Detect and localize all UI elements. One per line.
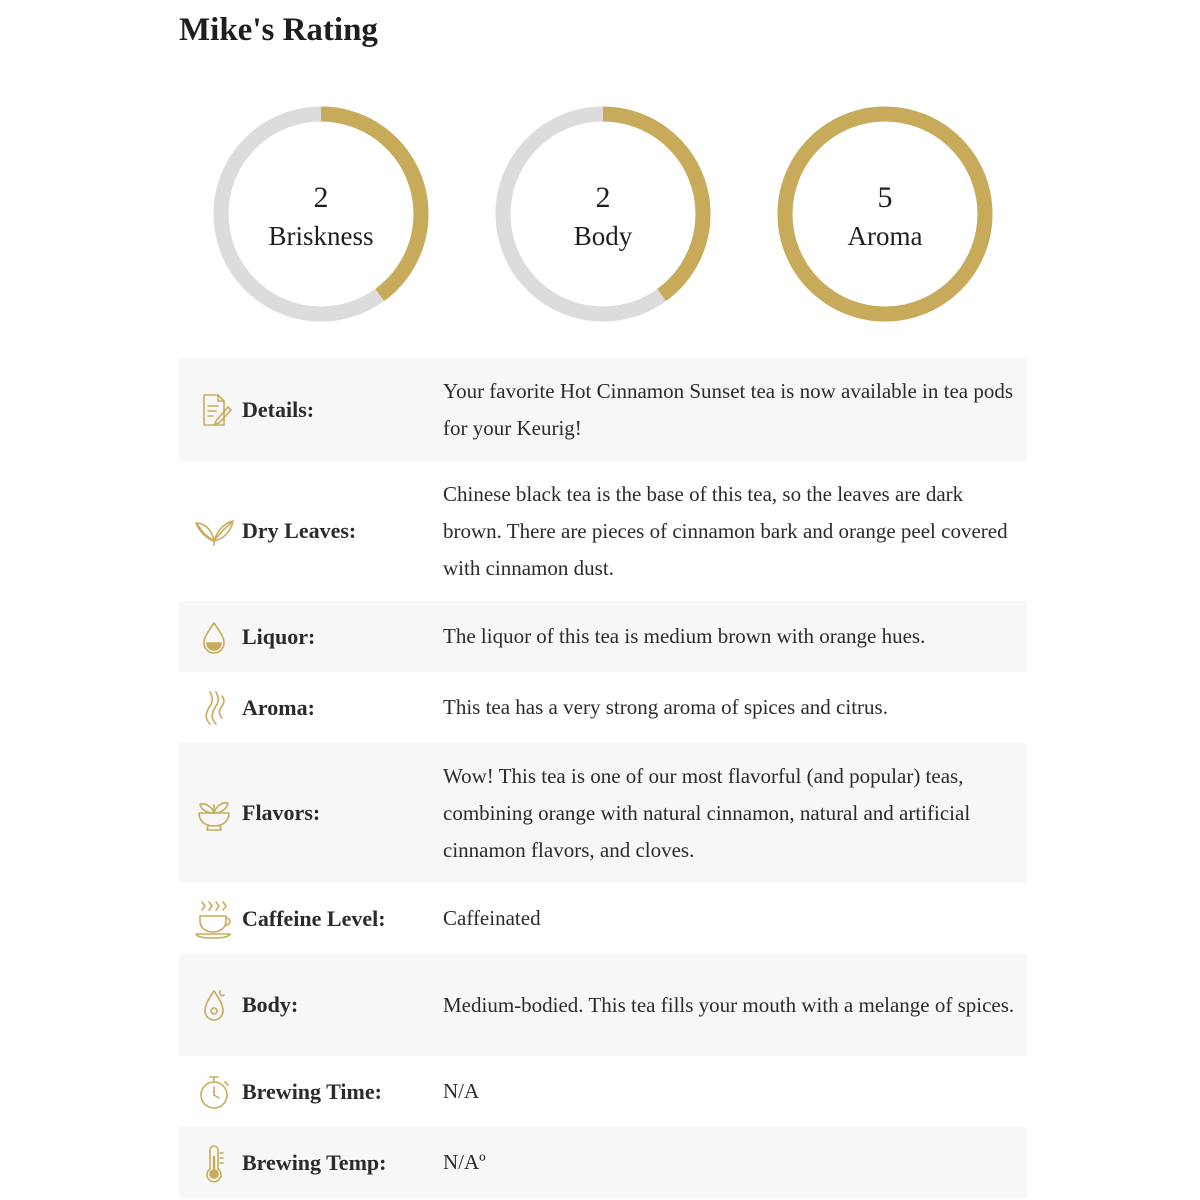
rating-dial-aroma [777, 106, 993, 322]
detail-row-caffeine-level [179, 883, 1027, 954]
teacup-icon [194, 899, 234, 939]
rating-dial-briskness [213, 106, 429, 322]
detail-row-flavors [179, 743, 1027, 883]
detail-label: Brewing Temp: [242, 1149, 387, 1175]
steam-icon [194, 688, 234, 728]
detail-value: Caffeinated [443, 906, 541, 930]
rating-value: 2 [595, 181, 611, 214]
rating-label: Body [573, 221, 633, 251]
detail-label: Caffeine Level: [242, 905, 386, 931]
rating-value: 5 [877, 181, 893, 214]
mortar-herbs-icon [194, 793, 234, 833]
detail-value: N/A [443, 1079, 480, 1103]
stopwatch-icon [194, 1072, 234, 1112]
rating-value: 2 [313, 181, 329, 214]
detail-value: Your favorite Hot Cinnamon Sunset tea is now available in tea pods for your Keurig! [443, 378, 1014, 440]
rating-dial-body [495, 106, 711, 322]
body-drop-icon [194, 985, 234, 1025]
detail-value: Medium-bodied. This tea fills your mouth with a melange of spices. [443, 992, 1015, 1017]
rating-label: Briskness [268, 221, 374, 251]
detail-row-brewing-temp [179, 1127, 1027, 1198]
detail-label: Body: [242, 992, 299, 1017]
detail-label: Brewing Time: [242, 1078, 382, 1104]
thermometer-icon [194, 1143, 234, 1183]
detail-value: N/Aº [443, 1150, 486, 1174]
detail-row-liquor [179, 601, 1027, 672]
detail-value: Wow! This tea is one of our most flavorful (and popular) teas, combining orange with natural cinnamon, natural and artificial cinnamon flavors, and cloves. [443, 763, 971, 862]
page-title: Mike's Rating [179, 12, 378, 48]
detail-row-body [179, 954, 1027, 1056]
tea-leaves-icon [194, 511, 234, 551]
detail-label: Liquor: [242, 623, 316, 649]
detail-value: Chinese black tea is the base of this tea, so the leaves are dark brown. There are pieces of cinnamon bark and orange peel covered with cinnamon dust. [443, 481, 1008, 580]
detail-value: The liquor of this tea is medium brown with orange hues. [443, 624, 926, 648]
detail-label: Aroma: [242, 694, 315, 720]
detail-label: Dry Leaves: [242, 518, 357, 543]
detail-value: This tea has a very strong aroma of spices and citrus. [443, 695, 888, 719]
droplet-icon [194, 617, 234, 657]
rating-label: Aroma [847, 221, 923, 251]
tea-details-table [179, 358, 1027, 1198]
detail-label: Details: [242, 396, 315, 422]
detail-row-brewing-time [179, 1056, 1027, 1127]
document-pen-icon [194, 390, 234, 430]
detail-row-dry-leaves [179, 461, 1027, 601]
detail-row-details [179, 358, 1027, 461]
detail-row-aroma [179, 672, 1027, 743]
detail-label: Flavors: [242, 800, 321, 825]
